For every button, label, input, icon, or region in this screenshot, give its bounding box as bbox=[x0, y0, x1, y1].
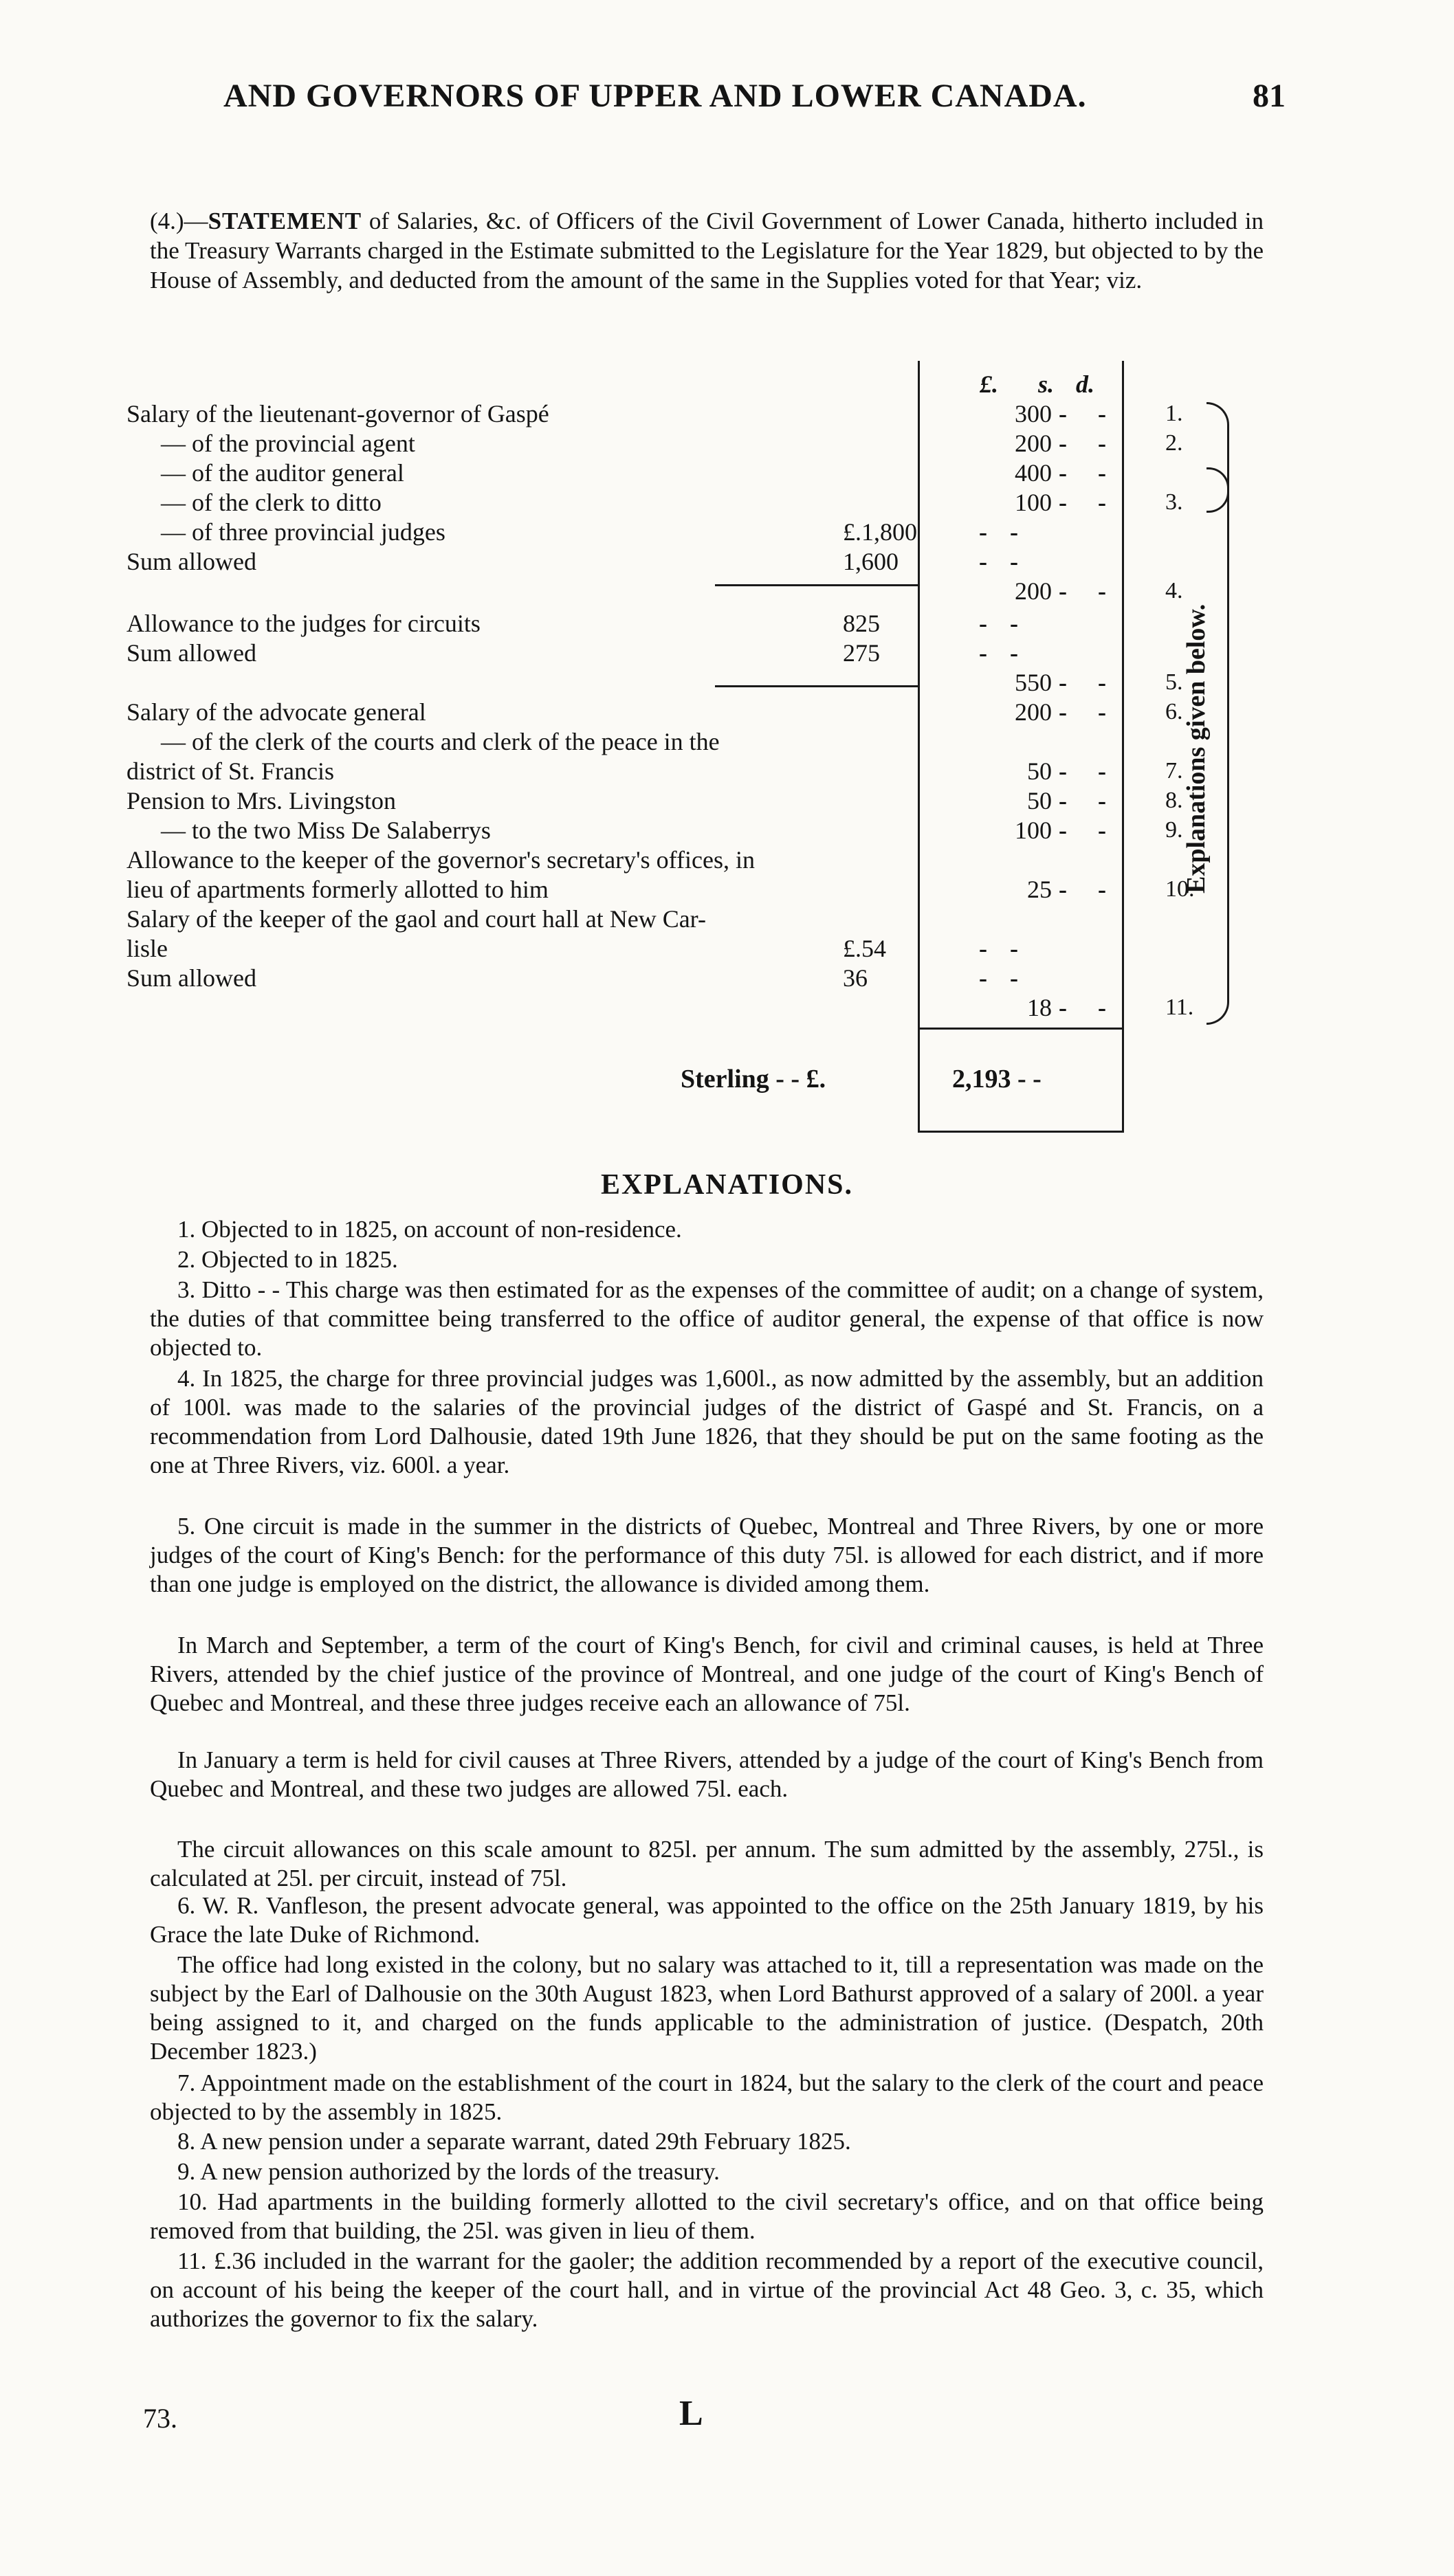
row-amount: 550 bbox=[1015, 669, 1052, 696]
row-sub-amount: 825 bbox=[843, 610, 880, 637]
row-label: lisle bbox=[126, 935, 168, 962]
row-sub-amount: 275 bbox=[843, 639, 880, 667]
row-ref: 3. bbox=[1165, 489, 1183, 515]
table-row bbox=[126, 786, 917, 816]
row-label: — of the auditor general bbox=[161, 459, 404, 487]
explanations-heading: EXPLANATIONS. bbox=[600, 1169, 854, 1201]
total-amount: 2,193 - - bbox=[952, 1065, 1042, 1093]
table-row bbox=[126, 726, 917, 757]
table-row bbox=[126, 667, 917, 698]
row-label: — of the clerk to ditto bbox=[161, 489, 382, 516]
row-amount-dashes: - - bbox=[1059, 459, 1119, 487]
row-amount: 50 bbox=[1027, 757, 1052, 785]
row-sub-dashes: - - bbox=[979, 610, 1026, 637]
row-ref: 8. bbox=[1165, 788, 1183, 813]
row-sub-amount: £.54 bbox=[843, 935, 886, 962]
row-amount-dashes: - - bbox=[1059, 400, 1119, 428]
row-label: Allowance to the keeper of the governor's secretary's offices, in bbox=[126, 846, 755, 874]
explanation-paragraph: 10. Had apartments in the building formerly allotted to the civil secretary's office, and on that office being removed from that building, the 25l. was given in lieu of them. bbox=[150, 2188, 1264, 2244]
row-ref: 9. bbox=[1165, 817, 1183, 843]
row-label: — to the two Miss De Salaberrys bbox=[161, 817, 491, 844]
statement-text: of Salaries, &c. of Officers of the Civil Government of Lower Canada, hitherto included in the Treasury Warrants charged in the Estimate submitted to the Legislature for the Year 1829, but objected to by the House of Assembly, and deducted from the amount of the same in the Supplies voted for that Year; viz. bbox=[150, 208, 1264, 293]
explanation-paragraph: In March and September, a term of the court of King's Bench, for civil and criminal causes, is held at Three Rivers, attended by the chief justice of the province of Montreal, and one judge of the court of King's Bench of Quebec and Montreal, and these three judges receive each an allowance of 75l. bbox=[150, 1632, 1264, 1716]
row-sub-amount: £.1,800 bbox=[843, 518, 917, 546]
col-pounds: £. bbox=[980, 370, 998, 398]
row-amount: 25 bbox=[1027, 876, 1052, 903]
table-row bbox=[126, 756, 917, 786]
row-amount-dashes: - - bbox=[1059, 787, 1119, 814]
row-amount: 18 bbox=[1027, 994, 1052, 1021]
footer-signature-letter: L bbox=[679, 2394, 703, 2433]
row-sub-dashes: - - bbox=[979, 964, 1026, 992]
table-rule-left bbox=[918, 361, 920, 1131]
table-row bbox=[126, 992, 917, 1023]
side-note: Explanations given below. bbox=[1182, 603, 1211, 893]
row-label: Salary of the advocate general bbox=[126, 698, 426, 726]
row-sub-amount: 36 bbox=[843, 964, 868, 992]
row-ref: 1. bbox=[1165, 401, 1183, 426]
statement-number: (4.)— bbox=[150, 208, 208, 234]
table-row bbox=[126, 904, 917, 934]
row-amount-dashes: - - bbox=[1059, 577, 1119, 605]
col-pence: d. bbox=[1076, 370, 1094, 398]
row-label: — of the clerk of the courts and clerk of the peace in the bbox=[161, 728, 720, 755]
explanation-paragraph: The circuit allowances on this scale amount to 825l. per annum. The sum admitted by the assembly, 275l., is calculated at 25l. per circuit, instead of 75l. bbox=[150, 1836, 1264, 1891]
explanation-paragraph: 6. W. R. Vanfleson, the present advocate general, was appointed to the office on the 25th January 1819, by his Grace the late Duke of Richmond. bbox=[150, 1892, 1264, 1948]
row-amount: 400 bbox=[1015, 459, 1052, 487]
table-row bbox=[126, 608, 1026, 639]
row-label: Salary of the keeper of the gaol and court hall at New Car- bbox=[126, 905, 706, 933]
page-number: 81 bbox=[1253, 78, 1286, 114]
table-row bbox=[126, 517, 1026, 547]
row-label: Sum allowed bbox=[126, 548, 256, 575]
row-sub-amount: 1,600 bbox=[843, 548, 899, 575]
row-ref: 4. bbox=[1165, 578, 1183, 603]
row-ref: 7. bbox=[1165, 758, 1183, 784]
row-label: Sum allowed bbox=[126, 964, 256, 992]
row-amount-dashes: - - bbox=[1059, 994, 1119, 1021]
table-rule-right bbox=[1122, 361, 1124, 1131]
row-sub-dashes: - - bbox=[979, 935, 1026, 962]
col-shillings: s. bbox=[1038, 370, 1055, 398]
explanation-paragraph: The office had long existed in the colony, but no salary was attached to it, till a representation was made on the subject by the Earl of Dalhousie on the 30th August 1823, when Lord Bathurst approved of a salary of 200l. a year being assigned to it, and charged on the funds applicable to the administration of justice. (Despatch, 20th December 1823.) bbox=[150, 1951, 1264, 2065]
total-rule-top bbox=[918, 1028, 1124, 1030]
row-amount-dashes: - - bbox=[1059, 757, 1119, 785]
explanation-paragraph: 4. In 1825, the charge for three provincial judges was 1,600l., as now admitted by the assembly, but an addition of 100l. was made to the salaries of the provincial judges of the district of Gaspé and St. Francis, on a recommendation from Lord Dalhousie, dated 19th June 1826, that they should be put on the same footing as the one at Three Rivers, viz. 600l. a year. bbox=[150, 1365, 1264, 1478]
row-amount-dashes: - - bbox=[1059, 669, 1119, 696]
explanation-paragraph: In January a term is held for civil causes at Three Rivers, attended by a judge of the court of King's Bench from Quebec and Montreal, and these two judges are allowed 75l. each. bbox=[150, 1746, 1264, 1802]
row-label: district of St. Francis bbox=[126, 757, 334, 785]
row-amount-dashes: - - bbox=[1059, 430, 1119, 457]
statement-heading: STATEMENT bbox=[208, 208, 362, 234]
row-label: Salary of the lieutenant-governor of Gaspé bbox=[126, 400, 549, 428]
row-amount: 300 bbox=[1015, 400, 1052, 428]
row-label: lieu of apartments formerly allotted to him bbox=[126, 876, 549, 903]
explanation-paragraph: 11. £.36 included in the warrant for the gaoler; the addition recommended by a report of the executive council, on account of his being the keeper of the court hall, and in virtue of the provincial Act 48 Geo. 3, c. 35, which authorizes the governor to fix the salary. bbox=[150, 2247, 1264, 2332]
row-label: — of three provincial judges bbox=[161, 518, 445, 546]
row-ref: 5. bbox=[1165, 669, 1183, 695]
row-amount-dashes: - - bbox=[1059, 698, 1119, 726]
table-row bbox=[126, 576, 917, 606]
table-row bbox=[126, 933, 1026, 964]
table-row bbox=[126, 458, 917, 488]
total-rule-bottom bbox=[918, 1131, 1124, 1133]
explanation-paragraph: 1. Objected to in 1825, on account of non-residence. bbox=[177, 1216, 682, 1243]
table-row bbox=[126, 815, 917, 845]
row-label: Sum allowed bbox=[126, 639, 256, 667]
table-row bbox=[126, 546, 1026, 577]
table-row bbox=[126, 638, 1026, 668]
row-label: Pension to Mrs. Livingston bbox=[126, 787, 397, 814]
row-ref: 6. bbox=[1165, 699, 1183, 724]
row-amount: 200 bbox=[1015, 577, 1052, 605]
statement-intro bbox=[150, 206, 1264, 295]
footer-signature: 73. bbox=[143, 2403, 177, 2434]
explanation-paragraph: 8. A new pension under a separate warrant, dated 29th February 1825. bbox=[177, 2128, 851, 2155]
total-label: Sterling - - £. bbox=[681, 1065, 826, 1093]
table-row bbox=[126, 487, 917, 518]
table-row bbox=[126, 963, 1026, 993]
row-label: Allowance to the judges for circuits bbox=[126, 610, 481, 637]
row-label: — of the provincial agent bbox=[161, 430, 415, 457]
row-amount-dashes: - - bbox=[1059, 489, 1119, 516]
row-amount-dashes: - - bbox=[1059, 876, 1119, 903]
table-row bbox=[126, 399, 917, 429]
explanation-paragraph: 7. Appointment made on the establishment of the court in 1824, but the salary to the clerk of the court and peace objected to by the assembly in 1825. bbox=[150, 2069, 1264, 2125]
row-sub-dashes: - - bbox=[979, 639, 1026, 667]
row-sub-dashes: - - bbox=[979, 518, 1026, 546]
row-ref: 2. bbox=[1165, 430, 1183, 456]
row-amount: 100 bbox=[1015, 489, 1052, 516]
row-ref: 11. bbox=[1165, 995, 1194, 1020]
running-header: AND GOVERNORS OF UPPER AND LOWER CANADA. bbox=[223, 78, 1087, 114]
row-amount-dashes: - - bbox=[1059, 817, 1119, 844]
table-row bbox=[126, 874, 917, 904]
table-row bbox=[126, 845, 917, 875]
row-amount: 100 bbox=[1015, 817, 1052, 844]
explanation-paragraph: 2. Objected to in 1825. bbox=[177, 1246, 398, 1273]
table-row bbox=[126, 428, 917, 458]
row-sub-dashes: - - bbox=[979, 548, 1026, 575]
explanation-paragraph: 9. A new pension authorized by the lords of the treasury. bbox=[177, 2158, 720, 2185]
row-ref: 10. bbox=[1165, 876, 1195, 902]
explanation-paragraph: 3. Ditto - - This charge was then estimated for as the expenses of the committee of audit; on a change of system, the duties of that committee being transferred to the office of auditor general, the expense of that office is now objected to. bbox=[150, 1276, 1264, 1361]
row-amount: 50 bbox=[1027, 787, 1052, 814]
explanation-paragraph: 5. One circuit is made in the summer in the districts of Quebec, Montreal and Three Rivers, by one or more judges of the court of King's Bench: for the performance of this duty 75l. is allowed for each district, and if more than one judge is employed on the district, the allowance is divided among them. bbox=[150, 1513, 1264, 1597]
row-amount: 200 bbox=[1015, 430, 1052, 457]
table-row bbox=[126, 697, 917, 727]
row-amount: 200 bbox=[1015, 698, 1052, 726]
